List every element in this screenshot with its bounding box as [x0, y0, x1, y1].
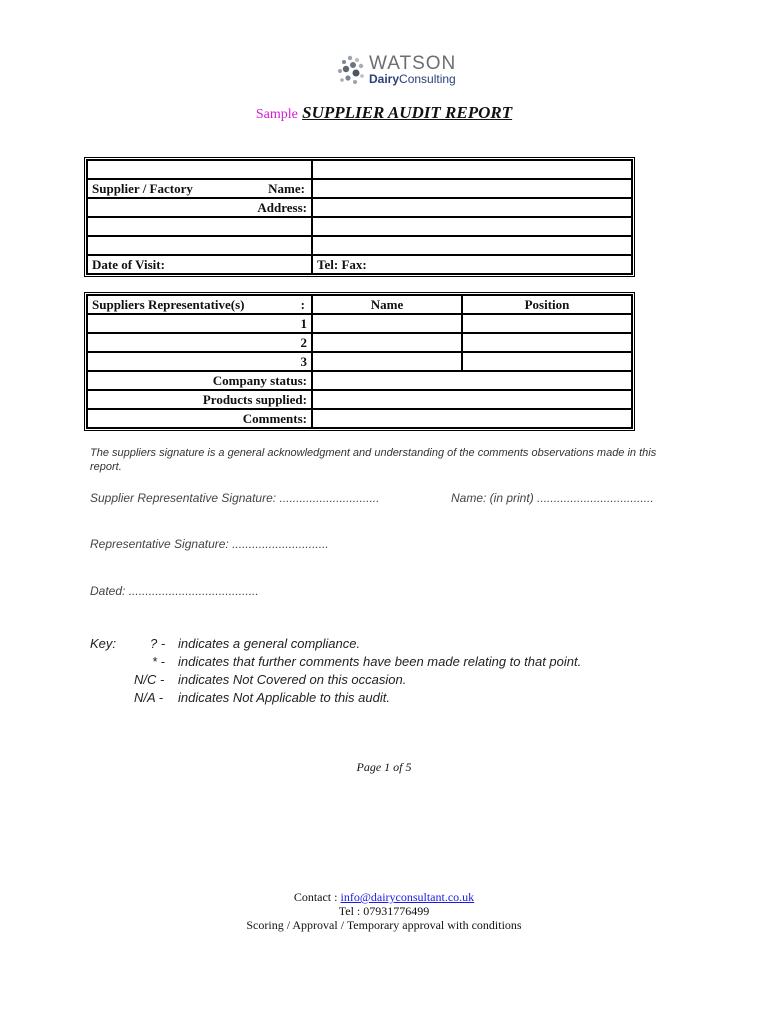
logo-sub-bold: Dairy [369, 72, 400, 86]
blank-cell [87, 217, 312, 236]
representatives-table [84, 292, 635, 431]
table-row [87, 314, 632, 333]
name-in-print-line[interactable]: Name: (in print) ................................... [451, 491, 654, 505]
company-status-field[interactable] [312, 371, 632, 390]
rep-name-field[interactable] [312, 352, 462, 371]
tel-fax-label: Tel: Fax: [312, 255, 632, 274]
logo-brand: WATSON [369, 53, 457, 74]
page-title [0, 103, 768, 125]
acknowledgment-note: The suppliers signature is a general acknowledgment and understanding of the comments observations made in this report. [90, 447, 657, 473]
supplier-details-table [84, 157, 635, 277]
key-symbol: N/A - [134, 690, 164, 705]
logo-sub-rest: Consulting [399, 72, 456, 86]
blank-field[interactable] [312, 160, 632, 179]
title-main: SUPPLIER AUDIT REPORT [302, 103, 513, 122]
address-field[interactable] [312, 198, 632, 217]
key-label: Key: [90, 636, 117, 651]
supplier-rep-signature-line[interactable]: Supplier Representative Signature: .............................. [90, 491, 380, 505]
table-row [87, 333, 632, 352]
name-column-header: Name [312, 295, 462, 314]
representative-signature-line[interactable]: Representative Signature: ............................. [90, 537, 329, 551]
company-status-label: Company status: [87, 371, 312, 390]
contact-tel: Tel : 07931776499 [338, 904, 430, 918]
rep-position-field[interactable] [462, 352, 632, 371]
address-label: Address: [87, 198, 312, 217]
address-field-2[interactable] [312, 217, 632, 236]
table-row [87, 198, 632, 217]
contact-line [0, 890, 768, 904]
supplier-name-field[interactable] [312, 179, 632, 198]
rep-name-field[interactable] [312, 314, 462, 333]
key-text: indicates Not Applicable to this audit. [178, 690, 390, 705]
reps-header-cell [87, 295, 312, 314]
rep-position-field[interactable] [462, 314, 632, 333]
products-supplied-field[interactable] [312, 390, 632, 409]
footer [0, 890, 768, 932]
rep-row-number: 3 [87, 352, 312, 371]
contact-label: Contact : [293, 890, 338, 904]
contact-email-link[interactable]: info@dairyconsultant.co.uk [340, 890, 475, 904]
rep-name-field[interactable] [312, 333, 462, 352]
date-of-visit-label: Date of Visit: [87, 255, 312, 274]
table-row [87, 352, 632, 371]
table-row [87, 179, 632, 198]
supplier-factory-label: Supplier / Factory [92, 180, 193, 196]
key-symbol: * - [152, 654, 165, 669]
blank-cell [87, 236, 312, 255]
table-row [87, 160, 632, 179]
name-label: Name: [268, 180, 305, 196]
table-row [87, 371, 632, 390]
logo-subtitle [369, 73, 456, 85]
rep-position-field[interactable] [462, 333, 632, 352]
address-field-3[interactable] [312, 236, 632, 255]
table-row [87, 409, 632, 428]
rep-row-number: 1 [87, 314, 312, 333]
products-supplied-label: Products supplied: [87, 390, 312, 409]
key-text: indicates a general compliance. [178, 636, 361, 651]
page-number: Page 1 of 5 [356, 760, 412, 774]
key-symbol: N/C - [134, 672, 165, 687]
key-symbol: ? - [150, 636, 166, 651]
watson-logo [336, 52, 466, 94]
title-sample: Sample [255, 107, 298, 122]
reps-header-label: Suppliers Representative(s) [92, 296, 245, 312]
supplier-name-label-cell [87, 179, 312, 198]
rep-row-number: 2 [87, 333, 312, 352]
scoring-line: Scoring / Approval / Temporary approval with conditions [246, 918, 522, 932]
key-text: indicates Not Covered on this occasion. [178, 672, 407, 687]
position-column-header: Position [462, 295, 632, 314]
dated-line[interactable]: Dated: ....................................... [90, 584, 259, 598]
table-row [87, 255, 632, 274]
table-row [87, 236, 632, 255]
dots-logo-icon [336, 54, 366, 88]
table-row [87, 217, 632, 236]
comments-field[interactable] [312, 409, 632, 428]
table-row [87, 390, 632, 409]
key-text: indicates that further comments have been made relating to that point. [178, 654, 582, 669]
comments-label: Comments: [87, 409, 312, 428]
table-header-row [87, 295, 632, 314]
reps-header-colon: : [300, 296, 305, 312]
blank-cell [87, 160, 312, 179]
